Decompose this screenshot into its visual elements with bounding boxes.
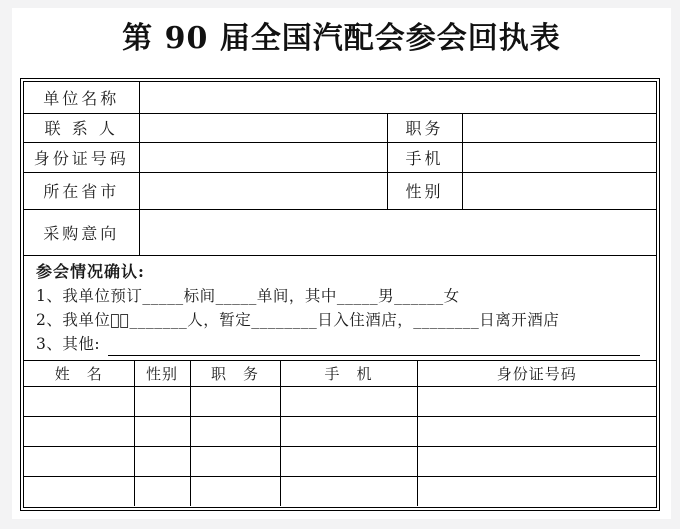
province-field[interactable] [139, 172, 387, 209]
attendee-cell-mobile[interactable] [280, 386, 417, 416]
field-label-contact: 联 系 人 [24, 113, 139, 142]
attendee-cell-position[interactable] [190, 476, 280, 506]
attendee-row [24, 446, 656, 476]
field-label-province: 所在省市 [24, 172, 139, 209]
field-label-id-number: 身份证号码 [24, 142, 139, 172]
id-number-field[interactable] [139, 142, 387, 172]
attendee-cell-name[interactable] [24, 476, 134, 506]
attendee-cell-name[interactable] [24, 416, 134, 446]
attendee-cell-id-number[interactable] [417, 476, 656, 506]
attendee-cell-id-number[interactable] [417, 386, 656, 416]
col-header-gender: 性别 [134, 360, 190, 386]
confirmation-line-other [36, 332, 644, 356]
attendee-cell-name[interactable] [24, 446, 134, 476]
unit-name-field[interactable] [139, 82, 656, 113]
position-field[interactable] [462, 113, 656, 142]
info-row-province [24, 172, 656, 209]
attendee-cell-mobile[interactable] [280, 446, 417, 476]
field-label-position: 职务 [387, 113, 462, 142]
attendee-cell-name[interactable] [24, 386, 134, 416]
contact-field[interactable] [139, 113, 387, 142]
info-row-unit-name [24, 82, 656, 113]
attendee-cell-gender[interactable] [134, 476, 190, 506]
field-label-purchase-intent: 采购意向 [24, 209, 139, 255]
attendee-row [24, 416, 656, 446]
info-row-id-number [24, 142, 656, 172]
confirmation-section [24, 256, 656, 360]
confirmation-heading: 参会情况确认: [36, 261, 145, 281]
form-container [20, 78, 660, 511]
attendee-cell-gender[interactable] [134, 416, 190, 446]
gender-field[interactable] [462, 172, 656, 209]
confirmation-line-dates: 2、我单位共ْ_______人，暂定________日入住酒店，________日离开酒店 [36, 310, 560, 329]
col-header-position: 职 务 [190, 360, 280, 386]
attendee-cell-position[interactable] [190, 446, 280, 476]
attendee-row [24, 476, 656, 506]
attendee-cell-gender[interactable] [134, 386, 190, 416]
attendee-row [24, 386, 656, 416]
attendee-cell-mobile[interactable] [280, 416, 417, 446]
info-table [24, 82, 656, 256]
attendee-cell-mobile[interactable] [280, 476, 417, 506]
col-header-name: 姓 名 [24, 360, 134, 386]
attendee-cell-id-number[interactable] [417, 446, 656, 476]
purchase-intent-field[interactable] [139, 209, 656, 255]
attendee-cell-id-number[interactable] [417, 416, 656, 446]
attendee-cell-gender[interactable] [134, 446, 190, 476]
field-label-mobile: 手机 [387, 142, 462, 172]
form-title: 第 90 届全国汽配会参会回执表 [122, 21, 561, 56]
attendee-table [24, 360, 656, 507]
info-row-contact [24, 113, 656, 142]
field-label-gender: 性别 [387, 172, 462, 209]
other-label: 3、其他: [36, 334, 101, 353]
other-blank-line[interactable] [108, 337, 640, 356]
mobile-field[interactable] [462, 142, 656, 172]
document-page [12, 8, 671, 519]
col-header-mobile: 手 机 [280, 360, 417, 386]
info-row-purchase-intent [24, 209, 656, 255]
col-header-id-number: 身份证号码 [417, 360, 656, 386]
field-label-unit-name: 单位名称 [24, 82, 139, 113]
attendee-cell-position[interactable] [190, 386, 280, 416]
attendee-cell-position[interactable] [190, 416, 280, 446]
confirmation-line-rooms: 1、我单位预订_____标间_____单间，其中_____男______女 [36, 286, 460, 305]
attendee-header-row [24, 360, 656, 386]
